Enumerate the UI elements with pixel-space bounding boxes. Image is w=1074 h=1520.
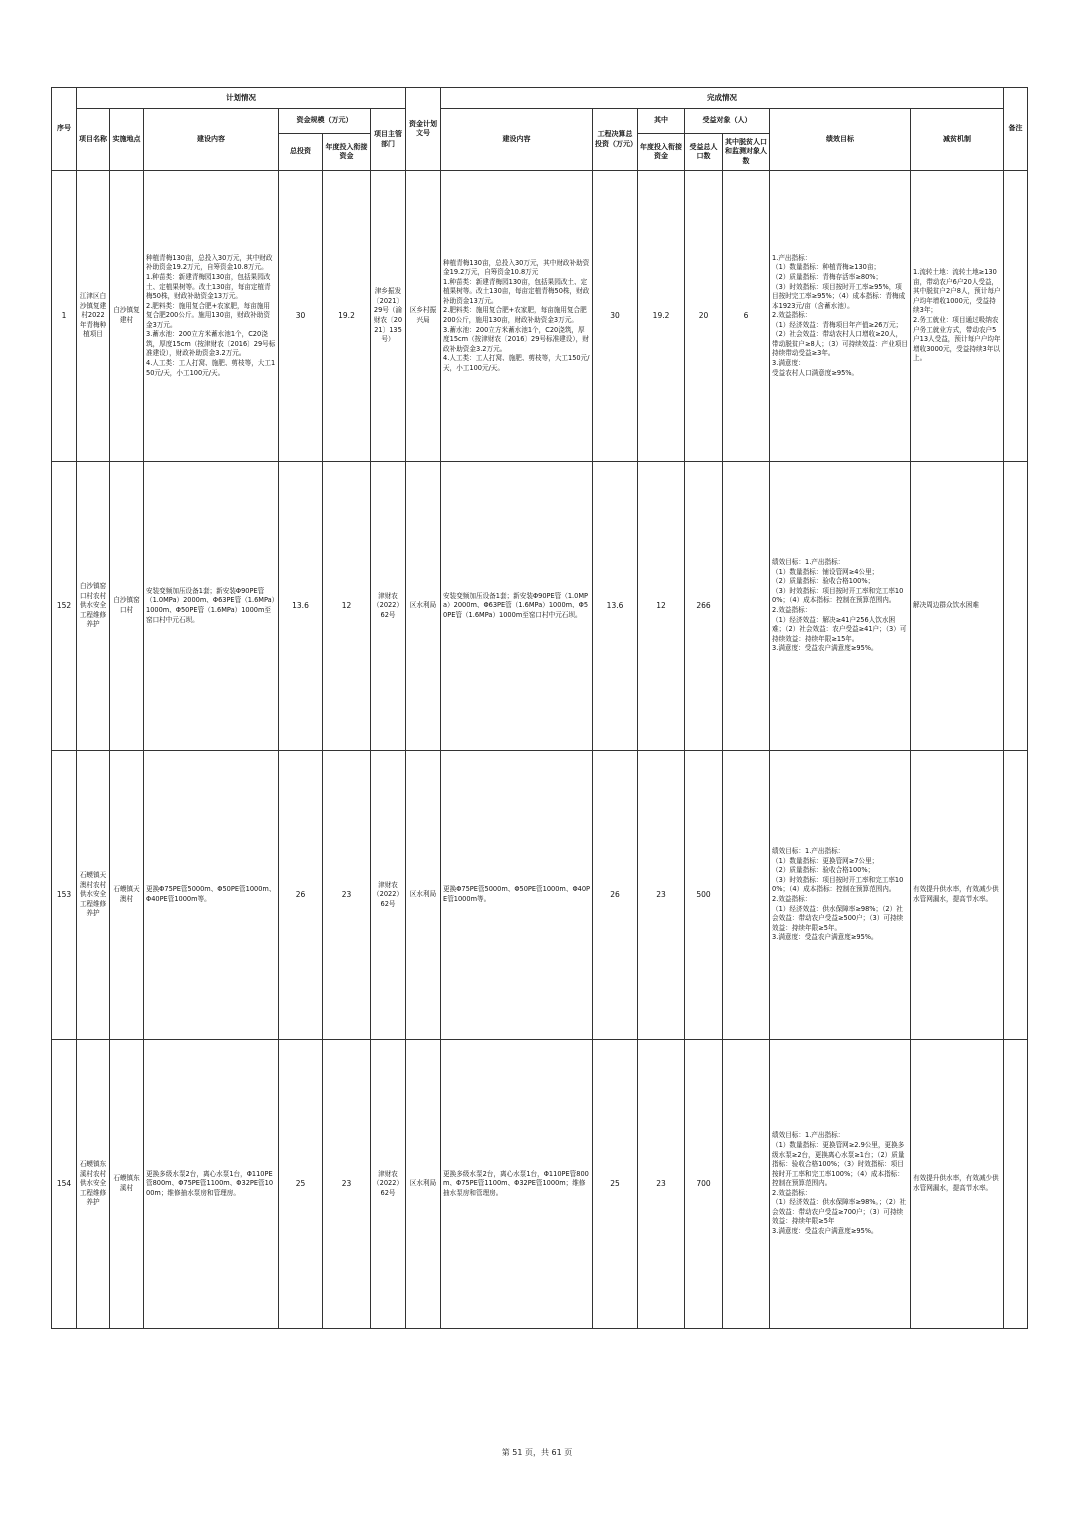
header-plan-content: 建设内容 xyxy=(144,109,279,171)
cell-seq: 152 xyxy=(52,462,77,751)
cell-annual-fund: 12 xyxy=(323,462,371,751)
header-project-name: 项目名称 xyxy=(77,109,110,171)
cell-benef-total: 20 xyxy=(685,171,723,462)
cell-benef-poor xyxy=(723,1040,770,1329)
cell-benef-poor: 6 xyxy=(723,171,770,462)
page-footer: 第 51 页，共 61 页 xyxy=(501,1448,573,1457)
cell-perf-goal: 1.产出指标： （1）数量指标：种植青梅≥130亩； （2）质量指标：青梅存活率≥80%； （3）时效指标：项目按时开工率≥95%，项目按时完工率≥95%；（4）成本指标：青梅成本1923元/亩（含蓄水池）。 2.效益指标： （1）经济效益：青梅项目年产值≥26万元；（2）社会效益：带动农村人口增收≥20人，带动脱贫户≥8人；（3）可持续效益：产业项目持续带动受益≥3年。 3.满意度： 受益农村人口满意度≥95%。 xyxy=(770,171,911,462)
cell-project-name: 石蟆镇天澳村农村供水安全工程维修养护 xyxy=(77,751,110,1040)
header-fund-scale: 资金规模（万元） xyxy=(279,109,371,134)
cell-remark xyxy=(1004,462,1028,751)
cell-dept: 区水利局 xyxy=(406,751,441,1040)
cell-final-total: 25 xyxy=(593,1040,638,1329)
cell-dept: 区水利局 xyxy=(406,1040,441,1329)
cell-location: 白沙镇窑口村 xyxy=(110,462,144,751)
project-table-sheet xyxy=(51,87,1027,1329)
header-beneficiaries: 受益对象（人） xyxy=(685,109,770,134)
cell-done-annual-fund: 19.2 xyxy=(638,171,685,462)
cell-fund-doc: 津乡振发〔2021〕29号（渝财农〔2021〕135号） xyxy=(371,171,406,462)
header-dept: 项目主管部门 xyxy=(371,109,406,171)
header-seq: 序号 xyxy=(52,88,77,171)
cell-plan-content: 种植青梅130亩，总投入30万元，其中财政补助资金19.2万元，自筹资金10.8万元。 1.种苗类：新建青梅园130亩，包括果园改土、定植果树等。改土130亩，每亩定植青梅50株，财政补助资金13万元。 2.肥料类：施用复合肥+农家肥，每亩施用复合肥200公斤。施用130亩，财政补助资金3万元。 3.蓄水池：200立方米蓄水池1个，C20浇筑，厚度15cm（按津财农〔2016〕29号标准建设），财政补助资金3.2万元。 4.人工类：工人打窝、施肥、剪枝等，大工150元/天，小工100元/天。 xyxy=(144,171,279,462)
table-row xyxy=(52,751,1028,1040)
header-plan-group: 计划情况 xyxy=(77,88,406,109)
cell-plan-content: 安装变频加压设备1套；新安装Φ90PE管（1.0MPa）2000m、Φ63PE管（1.6MPa）1000m、Φ50PE管（1.6MPa）1000m至窑口村中元石坝。 xyxy=(144,462,279,751)
cell-final-total: 26 xyxy=(593,751,638,1040)
cell-final-total: 13.6 xyxy=(593,462,638,751)
cell-annual-fund: 19.2 xyxy=(323,171,371,462)
cell-benef-poor xyxy=(723,462,770,751)
cell-remark xyxy=(1004,1040,1028,1329)
cell-total-investment: 30 xyxy=(279,171,323,462)
cell-project-name: 石蟆镇东溪村农村供水安全工程维修养护 xyxy=(77,1040,110,1329)
header-final-total: 工程决算总投资（万元） xyxy=(593,109,638,171)
cell-dept: 区乡村振兴局 xyxy=(406,171,441,462)
header-total-investment: 总投资 xyxy=(279,134,323,171)
cell-location: 石蟆镇东溪村 xyxy=(110,1040,144,1329)
cell-fund-doc: 津财农（2022）62号 xyxy=(371,751,406,1040)
cell-plan-content: 更换多级水泵2台，离心水泵1台，Φ110PE管800m、Φ75PE管1100m、Φ32PE管1000m；维修抽水泵房和管理房。 xyxy=(144,1040,279,1329)
cell-benef-total: 266 xyxy=(685,462,723,751)
cell-done-content: 更换Φ75PE管5000m、Φ50PE管1000m、Φ40PE管1000m等。 xyxy=(441,751,593,1040)
cell-annual-fund: 23 xyxy=(323,1040,371,1329)
header-benef-poor: 其中脱贫人口和监测对象人数 xyxy=(723,134,770,171)
cell-done-annual-fund: 23 xyxy=(638,1040,685,1329)
cell-total-investment: 25 xyxy=(279,1040,323,1329)
cell-done-content: 安装变频加压设备1套；新安装Φ90PE管（1.0MPa）2000m、Φ63PE管（1.6MPa）1000m、Φ50PE管（1.6MPa）1000m至窑口村中元石坝。 xyxy=(441,462,593,751)
table-row xyxy=(52,171,1028,462)
cell-fund-doc: 津财农（2022）62号 xyxy=(371,462,406,751)
cell-benef-total: 700 xyxy=(685,1040,723,1329)
header-poverty-mech: 减贫机制 xyxy=(911,109,1004,171)
cell-project-name: 白沙镇窑口村农村供水安全工程维修养护 xyxy=(77,462,110,751)
cell-perf-goal: 绩效目标：1.产出指标： （1）数量指标：更换管网≥7公里； （2）质量指标：验收合格100%； （3）时效指标：项目按时开工率和完工率100%；（4）成本指标：控制在预算范围内。 2.效益指标： （1）经济效益：供水保障率≥98%；（2）社会效益：带动农户受益≥500户；（3）可持续效益：持续年限≥5年。 3.满意度：受益农户满意度≥95%。 xyxy=(770,751,911,1040)
header-done-content: 建设内容 xyxy=(441,109,593,171)
cell-annual-fund: 23 xyxy=(323,751,371,1040)
cell-benef-total: 500 xyxy=(685,751,723,1040)
project-table xyxy=(51,87,1028,1329)
cell-seq: 154 xyxy=(52,1040,77,1329)
cell-dept: 区水利局 xyxy=(406,462,441,751)
cell-benef-poor xyxy=(723,751,770,1040)
cell-location: 石蟆镇天澳村 xyxy=(110,751,144,1040)
header-fund-doc: 资金计划文号 xyxy=(406,88,441,171)
cell-poverty-mech: 解决周边群众饮水困难 xyxy=(911,462,1004,751)
header-done-annual-fund: 年度投入衔接资金 xyxy=(638,134,685,171)
cell-plan-content: 更换Φ75PE管5000m、Φ50PE管1000m、Φ40PE管1000m等。 xyxy=(144,751,279,1040)
cell-project-name: 江津区白沙镇复建村2022年青梅种植项目 xyxy=(77,171,110,462)
header-perf-goal: 绩效目标 xyxy=(770,109,911,171)
header-remark: 备注 xyxy=(1004,88,1028,171)
cell-perf-goal: 绩效目标：1.产出指标： （1）数量指标：更换管网≥2.9公里，更换多级水泵≥2台，更换离心水泵≥1台；（2）质量指标：验收合格100%；（3）时效指标：项目按时开工率和完工率100%；（4）成本指标：控制在预算范围内。 2.效益指标： （1）经济效益：供水保障率≥98%。；（2）社会效益：带动农户受益≥700户；（3）可持续效益：持续年限≥5年 3.满意度：受益农户满意度≥95%。 xyxy=(770,1040,911,1329)
cell-done-content: 种植青梅130亩，总投入30万元，其中财政补助资金19.2万元，自筹资金10.8万元 1.种苗类：新建青梅园130亩，包括果园改土、定植果树等。改土130亩，每亩定植青梅50株，财政补助资金13万元。 2.肥料类：施用复合肥+农家肥，每亩施用复合肥200公斤，施用130亩，财政补助资金3万元。 3.蓄水池：200立方米蓄水池1个，C20浇筑，厚度15cm（按津财农〔2016〕29号标准建设），财政补助资金3.2万元。 4.人工类：工人打窝、施肥、剪枝等，大工150元/天，小工100元/天。 xyxy=(441,171,593,462)
cell-poverty-mech: 有效提升供水率，有效减少供水管网漏水，提高节水率。 xyxy=(911,1040,1004,1329)
header-location: 实施地点 xyxy=(110,109,144,171)
cell-remark xyxy=(1004,751,1028,1040)
cell-seq: 1 xyxy=(52,171,77,462)
cell-poverty-mech: 有效提升供水率，有效减少供水管网漏水，提高节水率。 xyxy=(911,751,1004,1040)
header-of-which: 其中 xyxy=(638,109,685,134)
cell-location: 白沙镇复建村 xyxy=(110,171,144,462)
cell-done-content: 更换多级水泵2台，离心水泵1台，Φ110PE管800m、Φ75PE管1100m、Φ32PE管1000m；维修抽水泵房和管理房。 xyxy=(441,1040,593,1329)
cell-done-annual-fund: 12 xyxy=(638,462,685,751)
header-done-group: 完成情况 xyxy=(441,88,1004,109)
cell-perf-goal: 绩效目标：1.产出指标： （1）数量指标：铺设管网≥4公里； （2）质量指标：验收合格100%； （3）时效指标：项目按时开工率和完工率100%；（4）成本指标：控制在预算范围内。 2.效益指标： （1）经济效益：解决≥41户256人饮水困难；（2）社会效益：农户受益≥41户；（3）可持续效益：持续年限≥15年。 3.满意度：受益农户满意度≥95%。 xyxy=(770,462,911,751)
table-row xyxy=(52,462,1028,751)
header-benef-total: 受益总人口数 xyxy=(685,134,723,171)
cell-final-total: 30 xyxy=(593,171,638,462)
cell-poverty-mech: 1.流转土地：流转土地≥130亩，带动农户6户20人受益，其中脱贫户2户8人，预计每户户均年增收1000元，受益持续3年； 2.务工就业：项目通过吸纳农户务工就业方式，带动农户5户13人受益，预计每户户均年增收3000元，受益持续3年以上。 xyxy=(911,171,1004,462)
header-annual-fund: 年度投入衔接资金 xyxy=(323,134,371,171)
cell-total-investment: 26 xyxy=(279,751,323,1040)
cell-done-annual-fund: 23 xyxy=(638,751,685,1040)
cell-seq: 153 xyxy=(52,751,77,1040)
cell-total-investment: 13.6 xyxy=(279,462,323,751)
cell-remark xyxy=(1004,171,1028,462)
cell-fund-doc: 津财农（2022）62号 xyxy=(371,1040,406,1329)
table-row xyxy=(52,1040,1028,1329)
